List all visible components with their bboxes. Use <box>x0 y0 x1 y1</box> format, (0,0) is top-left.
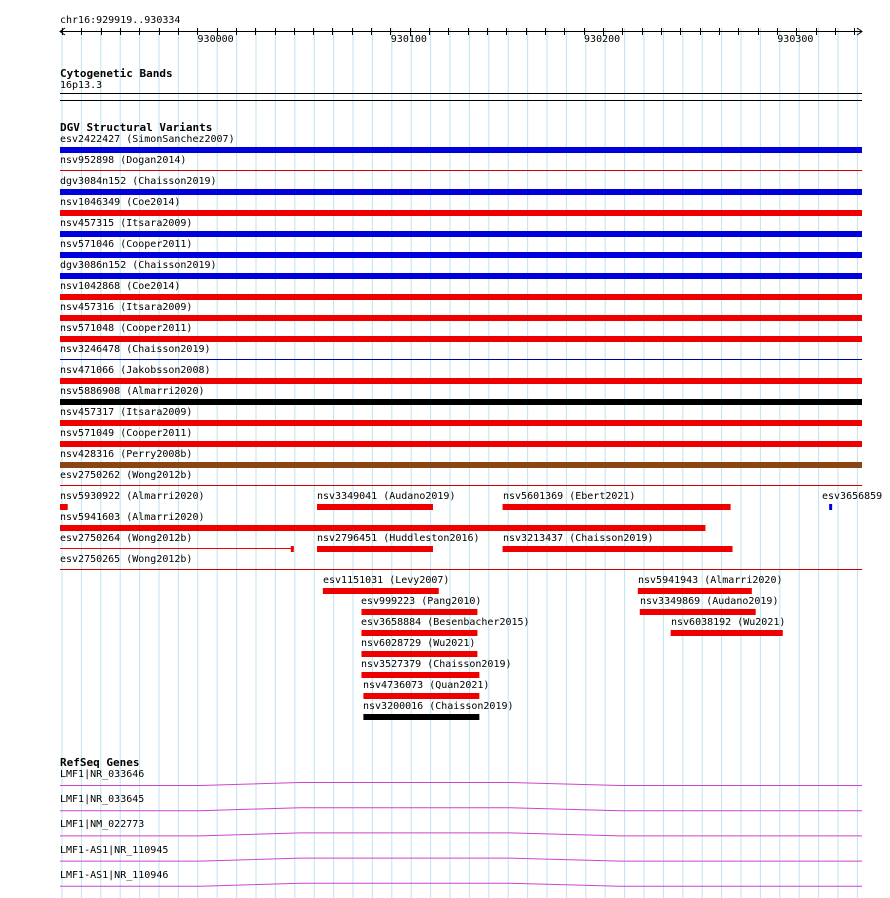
dgv-packed-bar[interactable] <box>317 546 433 552</box>
dgv-variant-bar[interactable] <box>60 378 862 384</box>
dgv-variant-label[interactable]: dgv3086n152 (Chaisson2019) <box>60 260 217 271</box>
dgv-packed-label[interactable]: esv1151031 (Levy2007) <box>323 575 450 586</box>
dgv-packed-label[interactable]: nsv3527379 (Chaisson2019) <box>361 659 512 670</box>
dgv-packed-label[interactable]: nsv2796451 (Huddleston2016) <box>317 533 480 544</box>
dgv-variant-bar[interactable] <box>60 231 862 237</box>
refseq-gene-line[interactable] <box>60 808 862 811</box>
dgv-variant-label[interactable]: nsv457317 (Itsara2009) <box>60 407 193 418</box>
dgv-packed-label[interactable]: esv2750265 (Wong2012b) <box>60 554 193 565</box>
dgv-packed-label[interactable]: nsv5941943 (Almarri2020) <box>638 575 783 586</box>
refseq-gene-label[interactable]: LMF1|NR_033646 <box>60 769 145 780</box>
refseq-gene-label[interactable]: LMF1-AS1|NR_110945 <box>60 844 169 856</box>
dgv-packed-bar[interactable] <box>363 693 479 699</box>
dgv-variant-label[interactable]: nsv3246478 (Chaisson2019) <box>60 344 211 355</box>
dgv-packed-bar[interactable] <box>60 504 68 510</box>
dgv-variant-label[interactable]: nsv428316 (Perry2008b) <box>60 449 193 460</box>
dgv-variant-bar[interactable] <box>60 399 862 405</box>
dgv-packed-bar[interactable] <box>671 630 783 636</box>
dgv-packed-label[interactable]: nsv5941603 (Almarri2020) <box>60 512 205 523</box>
refseq-track-title[interactable]: RefSeq Genes <box>60 756 140 769</box>
dgv-packed-label[interactable]: nsv6028729 (Wu2021) <box>361 638 476 649</box>
dgv-track-title[interactable]: DGV Structural Variants <box>60 121 213 134</box>
ruler-tick-label: 930200 <box>584 34 621 45</box>
dgv-packed-bar[interactable] <box>317 504 433 510</box>
dgv-packed-label[interactable]: esv3658884 (Besenbacher2015) <box>361 617 530 628</box>
dgv-packed-label[interactable]: nsv3200016 (Chaisson2019) <box>363 701 514 712</box>
coordinate-ruler <box>60 28 862 36</box>
dgv-variant-label[interactable]: nsv1042868 (Coe2014) <box>60 281 181 292</box>
refseq-gene-label[interactable]: LMF1|NR_033645 <box>60 794 145 806</box>
dgv-packed-bar-end[interactable] <box>291 546 294 552</box>
dgv-variant-label[interactable]: nsv1046349 (Coe2014) <box>60 197 181 208</box>
dgv-variant-bar[interactable] <box>60 273 862 279</box>
ruler-tick-label: 930000 <box>197 34 234 45</box>
refseq-gene-lines <box>60 783 862 887</box>
dgv-packed-label[interactable]: nsv5601369 (Ebert2021) <box>503 491 636 502</box>
refseq-gene-label[interactable]: LMF1|NM_022773 <box>60 819 145 831</box>
dgv-variant-label[interactable]: nsv571049 (Cooper2011) <box>60 428 193 439</box>
dgv-packed-label[interactable]: esv999223 (Pang2010) <box>361 596 482 607</box>
dgv-variant-label[interactable]: nsv471066 (Jakobsson2008) <box>60 365 211 376</box>
refseq-gene-line[interactable] <box>60 883 862 886</box>
dgv-packed-label[interactable]: nsv6038192 (Wu2021) <box>671 617 786 628</box>
dgv-variant-bar[interactable] <box>60 294 862 300</box>
locus-label: chr16:929919..930334 <box>60 15 181 26</box>
dgv-packed-bar[interactable] <box>361 609 477 615</box>
dgv-packed-bar[interactable] <box>829 504 832 510</box>
dgv-packed-label[interactable]: nsv5930922 (Almarri2020) <box>60 491 205 502</box>
refseq-gene-label[interactable]: LMF1-AS1|NR_110946 <box>60 869 169 881</box>
refseq-gene-line[interactable] <box>60 783 862 786</box>
dgv-variant-label[interactable]: esv2750262 (Wong2012b) <box>60 470 193 481</box>
dgv-variant-bar[interactable] <box>60 336 862 342</box>
dgv-variant-bar[interactable] <box>60 252 862 258</box>
dgv-variant-bar[interactable] <box>60 189 862 195</box>
cytoband-track <box>60 94 862 101</box>
dgv-packed-bar[interactable] <box>361 630 477 636</box>
dgv-variant-bar[interactable] <box>60 315 862 321</box>
dgv-packed-label[interactable]: nsv3349041 (Audano2019) <box>317 491 456 502</box>
dgv-packed-label[interactable]: esv2750264 (Wong2012b) <box>60 533 193 544</box>
dgv-variant-label[interactable]: nsv952898 (Dogan2014) <box>60 155 187 166</box>
dgv-packed-label[interactable]: esv3656859 <box>822 491 883 502</box>
dgv-variant-bar[interactable] <box>60 462 862 468</box>
dgv-variant-bar[interactable] <box>60 210 862 216</box>
dgv-packed-bar[interactable] <box>503 504 731 510</box>
cytoband-track-title[interactable]: Cytogenetic Bands <box>60 67 173 80</box>
dgv-packed-bar[interactable] <box>638 588 752 594</box>
dgv-packed-label[interactable]: nsv3213437 (Chaisson2019) <box>503 533 654 544</box>
ruler-tick-label: 930300 <box>777 34 814 45</box>
ruler-tick-label: 930100 <box>390 34 427 45</box>
dgv-packed-bar[interactable] <box>361 651 477 657</box>
dgv-packed-label[interactable]: nsv3349869 (Audano2019) <box>640 596 779 607</box>
dgv-variant-label[interactable]: nsv5886908 (Almarri2020) <box>60 386 205 397</box>
dgv-variant-label[interactable]: esv2422427 (SimonSanchez2007) <box>60 134 235 145</box>
dgv-variant-label[interactable]: nsv571048 (Cooper2011) <box>60 323 193 334</box>
dgv-packed-label[interactable]: nsv4736073 (Quan2021) <box>363 680 490 691</box>
dgv-variant-bar[interactable] <box>60 441 862 447</box>
dgv-variant-label[interactable]: nsv457316 (Itsara2009) <box>60 302 193 313</box>
dgv-packed-bar[interactable] <box>323 588 439 594</box>
dgv-packed-bar[interactable] <box>363 714 479 720</box>
refseq-gene-line[interactable] <box>60 858 862 861</box>
dgv-packed-bar[interactable] <box>640 609 756 615</box>
dgv-variant-bar[interactable] <box>60 420 862 426</box>
dgv-packed-bar[interactable] <box>503 546 733 552</box>
dgv-packed-bar[interactable] <box>361 672 479 678</box>
refseq-gene-line[interactable] <box>60 833 862 836</box>
dgv-variant-bar[interactable] <box>60 147 862 153</box>
dgv-variant-label[interactable]: dgv3084n152 (Chaisson2019) <box>60 176 217 187</box>
dgv-variant-label[interactable]: nsv571046 (Cooper2011) <box>60 239 193 250</box>
dgv-variant-label[interactable]: nsv457315 (Itsara2009) <box>60 218 193 229</box>
cytoband-label: 16p13.3 <box>60 80 103 91</box>
dgv-packed-bar[interactable] <box>60 525 705 531</box>
